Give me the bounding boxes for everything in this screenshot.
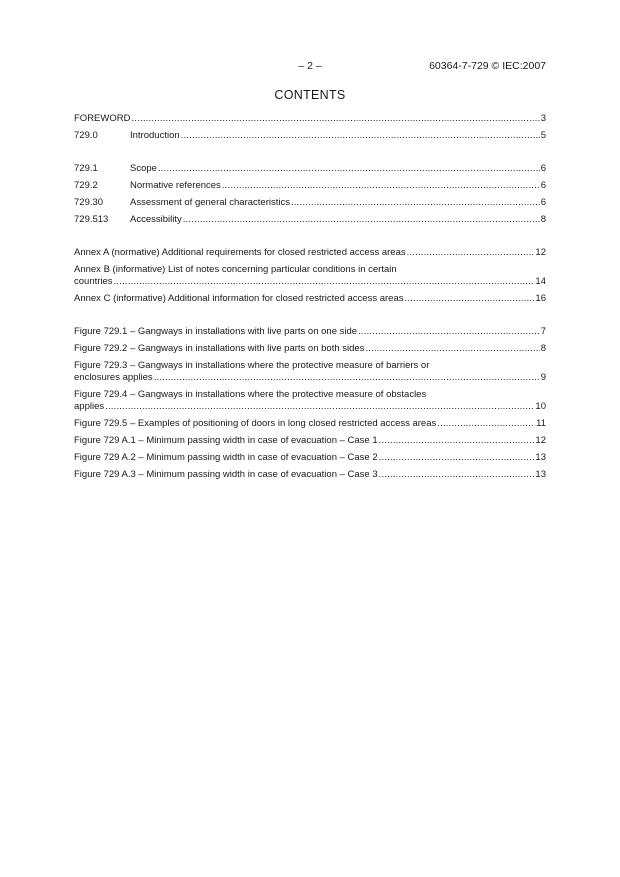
entry-number: 729.2 xyxy=(74,180,98,191)
dot-leader xyxy=(358,326,540,338)
section-spacer xyxy=(74,142,546,158)
entry-page-number: 13 xyxy=(535,469,546,480)
entry-page-number: 6 xyxy=(540,163,546,174)
toc-entry[interactable] xyxy=(74,384,546,413)
toc-entry[interactable] xyxy=(74,192,546,209)
page-number: – 2 – xyxy=(298,60,322,72)
entry-title: Figure 729.2 – Gangways in installations with live parts on both sides xyxy=(74,343,365,354)
dot-leader xyxy=(183,214,540,226)
entry-page-number: 5 xyxy=(540,130,546,141)
toc-entry[interactable] xyxy=(74,447,546,464)
entry-page-number: 11 xyxy=(536,418,546,429)
entry-title: Figure 729.5 – Examples of positioning of doors in long closed restricted access areas xyxy=(74,418,437,429)
toc-entry[interactable] xyxy=(74,355,546,384)
entry-page-number: 14 xyxy=(535,276,546,287)
entry-number: 729.0 xyxy=(74,130,98,141)
entry-title-continuation: countries xyxy=(74,276,113,287)
entry-title-continuation: applies xyxy=(74,401,105,412)
toc-entry[interactable] xyxy=(74,259,546,288)
entry-title-continuation-line xyxy=(74,372,546,384)
entry-number: 729.30 xyxy=(74,197,104,208)
dot-leader xyxy=(379,469,535,481)
section-spacer xyxy=(74,305,546,321)
entry-number: 729.1 xyxy=(74,163,98,174)
entry-title-continuation: enclosures applies xyxy=(74,372,153,383)
entry-page-number: 12 xyxy=(535,247,546,258)
entry-title: Scope xyxy=(130,163,157,174)
table-of-contents xyxy=(74,108,546,481)
toc-entry[interactable] xyxy=(74,158,546,175)
entry-page-number: 12 xyxy=(535,435,546,446)
entry-title: Accessibility xyxy=(130,214,182,225)
dot-leader xyxy=(365,343,539,355)
dot-leader xyxy=(404,293,534,305)
toc-entry[interactable] xyxy=(74,175,546,192)
entry-title: Figure 729.4 – Gangways in installations where the protective measure of obstacles xyxy=(74,389,427,400)
toc-entry[interactable] xyxy=(74,338,546,355)
dot-leader xyxy=(158,163,540,175)
dot-leader xyxy=(105,401,534,413)
entry-page-number: 6 xyxy=(540,197,546,208)
entry-page-number: 16 xyxy=(535,293,546,304)
section-spacer xyxy=(74,226,546,242)
dot-leader xyxy=(154,372,540,384)
entry-page-number: 3 xyxy=(540,113,546,124)
entry-title: Figure 729.1 – Gangways in installations with live parts on one side xyxy=(74,326,358,337)
entry-title-continuation-line xyxy=(74,276,546,288)
entry-title: Figure 729 A.1 – Minimum passing width in case of evacuation – Case 1 xyxy=(74,435,378,446)
dot-leader xyxy=(131,113,539,125)
toc-entry[interactable] xyxy=(74,464,546,481)
entry-title: FOREWORD xyxy=(74,113,131,124)
entry-title: Figure 729 A.2 – Minimum passing width in case of evacuation – Case 2 xyxy=(74,452,378,463)
dot-leader xyxy=(114,276,535,288)
entry-title: Figure 729 A.3 – Minimum passing width in case of evacuation – Case 3 xyxy=(74,469,378,480)
toc-entry[interactable] xyxy=(74,125,546,142)
entry-title: Assessment of general characteristics xyxy=(130,197,290,208)
entry-title-continuation-line xyxy=(74,401,546,413)
entry-page-number: 10 xyxy=(535,401,546,412)
entry-number: 729.513 xyxy=(74,214,109,225)
document-reference: 60364-7-729 © IEC:2007 xyxy=(429,60,546,72)
entry-page-number: 9 xyxy=(540,372,546,383)
toc-entry[interactable] xyxy=(74,413,546,430)
entry-page-number: 8 xyxy=(540,343,546,354)
toc-entry[interactable] xyxy=(74,108,546,125)
dot-leader xyxy=(291,197,540,209)
entry-page-number: 7 xyxy=(540,326,546,337)
entry-page-number: 6 xyxy=(540,180,546,191)
dot-leader xyxy=(437,418,535,430)
toc-entry[interactable] xyxy=(74,321,546,338)
toc-entry[interactable] xyxy=(74,209,546,226)
entry-page-number: 13 xyxy=(535,452,546,463)
toc-entry[interactable] xyxy=(74,430,546,447)
entry-title: Introduction xyxy=(130,130,180,141)
toc-entry[interactable] xyxy=(74,288,546,305)
dot-leader xyxy=(181,130,540,142)
entry-title: Figure 729.3 – Gangways in installations where the protective measure of barriers or xyxy=(74,360,430,371)
entry-page-number: 8 xyxy=(540,214,546,225)
dot-leader xyxy=(407,247,535,259)
entry-title: Annex B (informative) List of notes concerning particular conditions in certain xyxy=(74,264,397,275)
dot-leader xyxy=(222,180,540,192)
entry-title: Normative references xyxy=(130,180,221,191)
dot-leader xyxy=(379,452,535,464)
entry-title: Annex C (informative) Additional information for closed restricted access areas xyxy=(74,293,404,304)
contents-title: CONTENTS xyxy=(274,88,346,102)
entry-title: Annex A (normative) Additional requirements for closed restricted access areas xyxy=(74,247,406,258)
toc-entry[interactable] xyxy=(74,242,546,259)
dot-leader xyxy=(379,435,535,447)
